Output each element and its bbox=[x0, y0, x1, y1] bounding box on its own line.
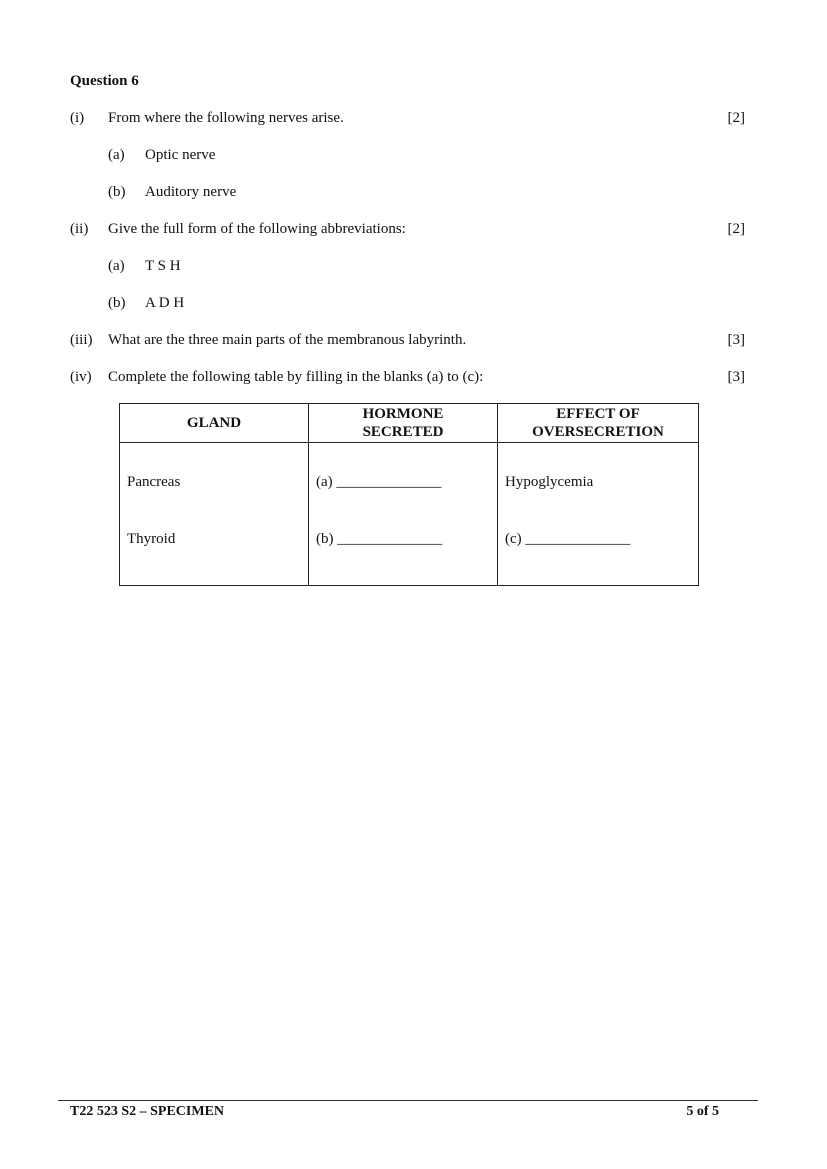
marks: [2] bbox=[727, 221, 745, 237]
header-text: EFFECT OF bbox=[556, 406, 640, 422]
blank-a: (a) ______________ bbox=[316, 474, 442, 490]
question-text: What are the three main parts of the membranous labyrinth. bbox=[108, 332, 467, 348]
gland-column bbox=[120, 443, 309, 586]
question-number: (iii) bbox=[70, 332, 93, 348]
header-text: SECRETED bbox=[362, 424, 444, 440]
marks: [2] bbox=[727, 110, 745, 126]
table-cell: Hypoglycemia bbox=[505, 474, 594, 490]
effect-column bbox=[498, 443, 699, 586]
question-text: Give the full form of the following abbreviations: bbox=[108, 221, 406, 237]
question-number: (ii) bbox=[70, 221, 89, 237]
question-number: (i) bbox=[70, 110, 85, 126]
footer-code: T22 523 S2 – SPECIMEN bbox=[70, 1104, 225, 1119]
subpart-label: (a) bbox=[108, 258, 125, 274]
footer-divider bbox=[58, 1100, 758, 1101]
page-number: 5 of 5 bbox=[686, 1104, 719, 1119]
gland-table bbox=[119, 403, 699, 586]
table-cell: Thyroid bbox=[127, 531, 176, 547]
subpart-label: (a) bbox=[108, 147, 125, 163]
header-effect bbox=[498, 404, 699, 443]
blank-b: (b) ______________ bbox=[316, 531, 443, 547]
blank-c: (c) ______________ bbox=[505, 531, 631, 547]
question-text: Complete the following table by filling in the blanks (a) to (c): bbox=[108, 369, 484, 385]
header-text: GLAND bbox=[186, 415, 242, 431]
header-gland bbox=[120, 404, 309, 443]
subpart-text: Auditory nerve bbox=[145, 184, 237, 200]
question-number: (iv) bbox=[70, 369, 92, 385]
marks: [3] bbox=[727, 369, 745, 385]
subpart-text: A D H bbox=[145, 295, 185, 311]
hormone-column bbox=[309, 443, 498, 586]
header-hormone bbox=[309, 404, 498, 443]
subpart-label: (b) bbox=[108, 295, 126, 311]
table-cell: Pancreas bbox=[127, 474, 181, 490]
question-text: From where the following nerves arise. bbox=[108, 110, 344, 126]
subpart-text: T S H bbox=[145, 258, 181, 274]
header-text: OVERSECRETION bbox=[532, 424, 664, 440]
marks: [3] bbox=[727, 332, 745, 348]
header-text: HORMONE bbox=[362, 406, 444, 422]
subpart-label: (b) bbox=[108, 184, 126, 200]
subpart-text: Optic nerve bbox=[145, 147, 216, 163]
question-title: Question 6 bbox=[70, 73, 139, 89]
